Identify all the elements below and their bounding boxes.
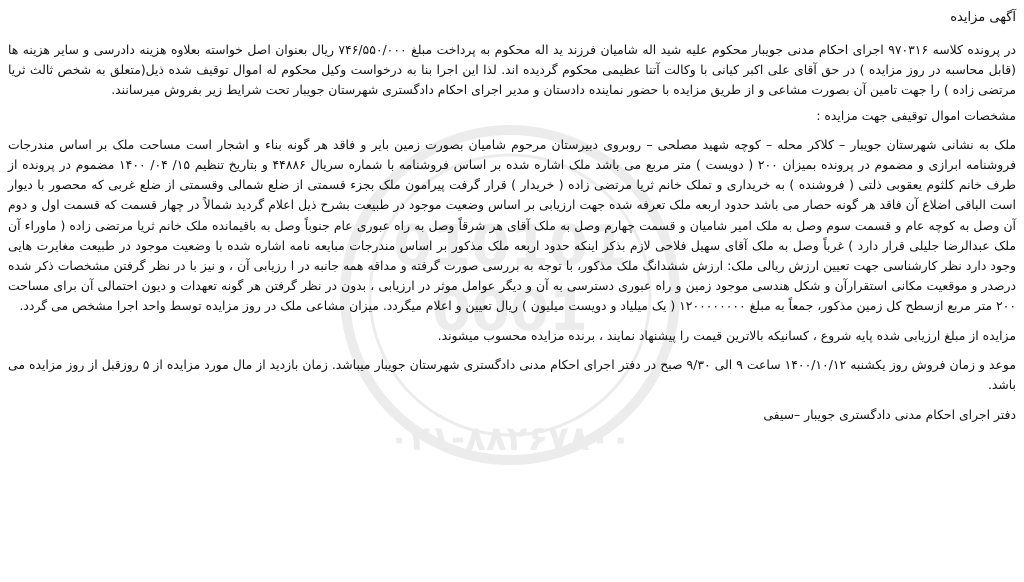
specs-paragraph: ملک به نشانی شهرستان جویبار – کلاکر محله – کوچه شهید مصلحی – روبروی دبیرستان مرحوم شامیان بصورت زمین بایر و فاقد هر گونه بناء و اشجار است مساحت ملک بر اساس مندرجات فروشنامه ابرازی و مضموم در پرونده بمیزان ۲۰۰ ( دویست ) متر مربع می باشد ملک اشاره شده بر اساس فروشنامه با شماره سریال ۴۴۸۸۶ و بتاریخ تنظیم ۱۵/ ۰۴/ ۱۴۰۰ مضموم در پرونده از طرف خانم کلثوم یعقوبی ذلتی ( فروشنده ) به خریداری و تملک خانم ثریا مرتضی زاده ( خریدار ) قرار گرفت پیرامون ملک بجزء قسمتی از ضلع شمالی وقسمتی از ضلع غربی که محصور با دیوار است الباقی اضلاع آن فاقد هر گونه حصار می باشد حدود اربعه ملک تعرفه شده جهت ارزیابی بر اساس وضعیت موجود در طبیعت بشرح ذیل اعلام گردید شمالاً در چهار قسمت که قسمت اول و دوم آن وصل به کوچه عام و قسمت سوم وصل به ملک امیر شامیان و قسمت چهارم وصل به ملک آقای هر شرقاً وصل به راه عبوری عام جنوباً وصل به باقیمانده ملک خانم ثریا مرتضی زاده ( ماوراء آن ملک عبدالرضا جلیلی قرار دارد ) غرباً وصل به ملک آقای سهیل فلاحی لازم بذکر اینکه حدود اربعه ملک مذکور بر اساس مندرجات مبایعه نامه اشاره شده با وضعیت موجود در طبیعت مغایرت هایی وجود دارد نظر کارشناسی جهت تعیین ارزش ریالی ملک: ارزش ششدانگ ملک مذکور، با توجه به بررسی صورت گرفته و مداقه همه جانبه در ا رزیابی آن ، و نیز با در نظر گرفتن مشخصات ذکر شده درصدر و موقعیت مکانی استقرارآن و شکل هندسی موجود زمین و راه عبوری دسترسی به آن و دیگر عوامل موثر در ارزیابی ، بدون در نظر گرفتن هر گونه تعهدات و دیون احتمالی آن برای مساحت ۲۰۰ متر مربع ازسطح کل زمین مذکور، جمعاً به مبلغ ۱۲۰۰۰۰۰۰۰۰ ( یک میلیاد و دویست میلیون ) ریال تعیین و اعلام میگردد. میزان مشاعی ملک در روز مزایده توسط واحد اجرا مشخص می گردد. bbox=[8, 136, 1017, 314]
intro-paragraph: در پرونده کلاسه ۹۷۰۳۱۶ اجرای احکام مدنی جویبار محکوم علیه شید اله شامیان فرزند ید اله محکوم به پرداخت مبلغ ۷۴۶/۵۵۰/۰۰۰ ریال بعنوان اصل خواسته بعلاوه هزینه دادرسی و سایر هزینه ها (قابل محاسبه در روز مزایده ) در حق آقای علی اکبر کیانی با وکالت آتنا عظیمی محکوم گردیده اند. لذا این اجرا بنا به درخواست وکیل محکوم له اموال توقیف شده ذیل(متعلق به شخص ثالث ثریا مرتضی زاده ) را جهت تامین آن بصورت مشاعی و از طریق مزایده با حضور نماینده دادستان و مدیر اجرای احکام دادگستری شهرستان جویبار تحت شرایط زیر بفروش میرسانند. bbox=[8, 42, 1016, 98]
watermark-phone: ۰۲۱-۸۸۲۶۷۸۰۰ bbox=[388, 419, 632, 459]
watermark-digits-top: 010101 bbox=[393, 214, 627, 279]
sale-time-paragraph: موعد و زمان فروش روز یکشنبه ۱۴۰۰/۱۰/۱۲ ساعت ۹ الی ۹/۳۰ صبح در دفتر اجرای احکام مدنی دادگستری شهرستان جویبار میباشد. زمان بازدید از مال مورد مزایده از ۵ روزقبل از روز مزایده می باشد. bbox=[8, 356, 1016, 393]
notice-heading: آگهی مزایده bbox=[950, 10, 1016, 25]
base-price-paragraph: مزایده از مبلغ ارزیابی شده پایه شروع ، کسانیکه بالاترین قیمت را پیشنهاد نمایند ، برنده مزایده محسوب میشوند. bbox=[437, 327, 1016, 343]
auction-notice bbox=[8, 0, 1016, 582]
specs-title: مشخصات اموال توقیفی جهت مزایده : bbox=[816, 107, 1016, 123]
watermark-digits-bottom: 0001 bbox=[432, 279, 588, 344]
signature-line: دفتر اجرای احکام مدنی دادگستری جویبار –سیفی bbox=[763, 407, 1016, 423]
